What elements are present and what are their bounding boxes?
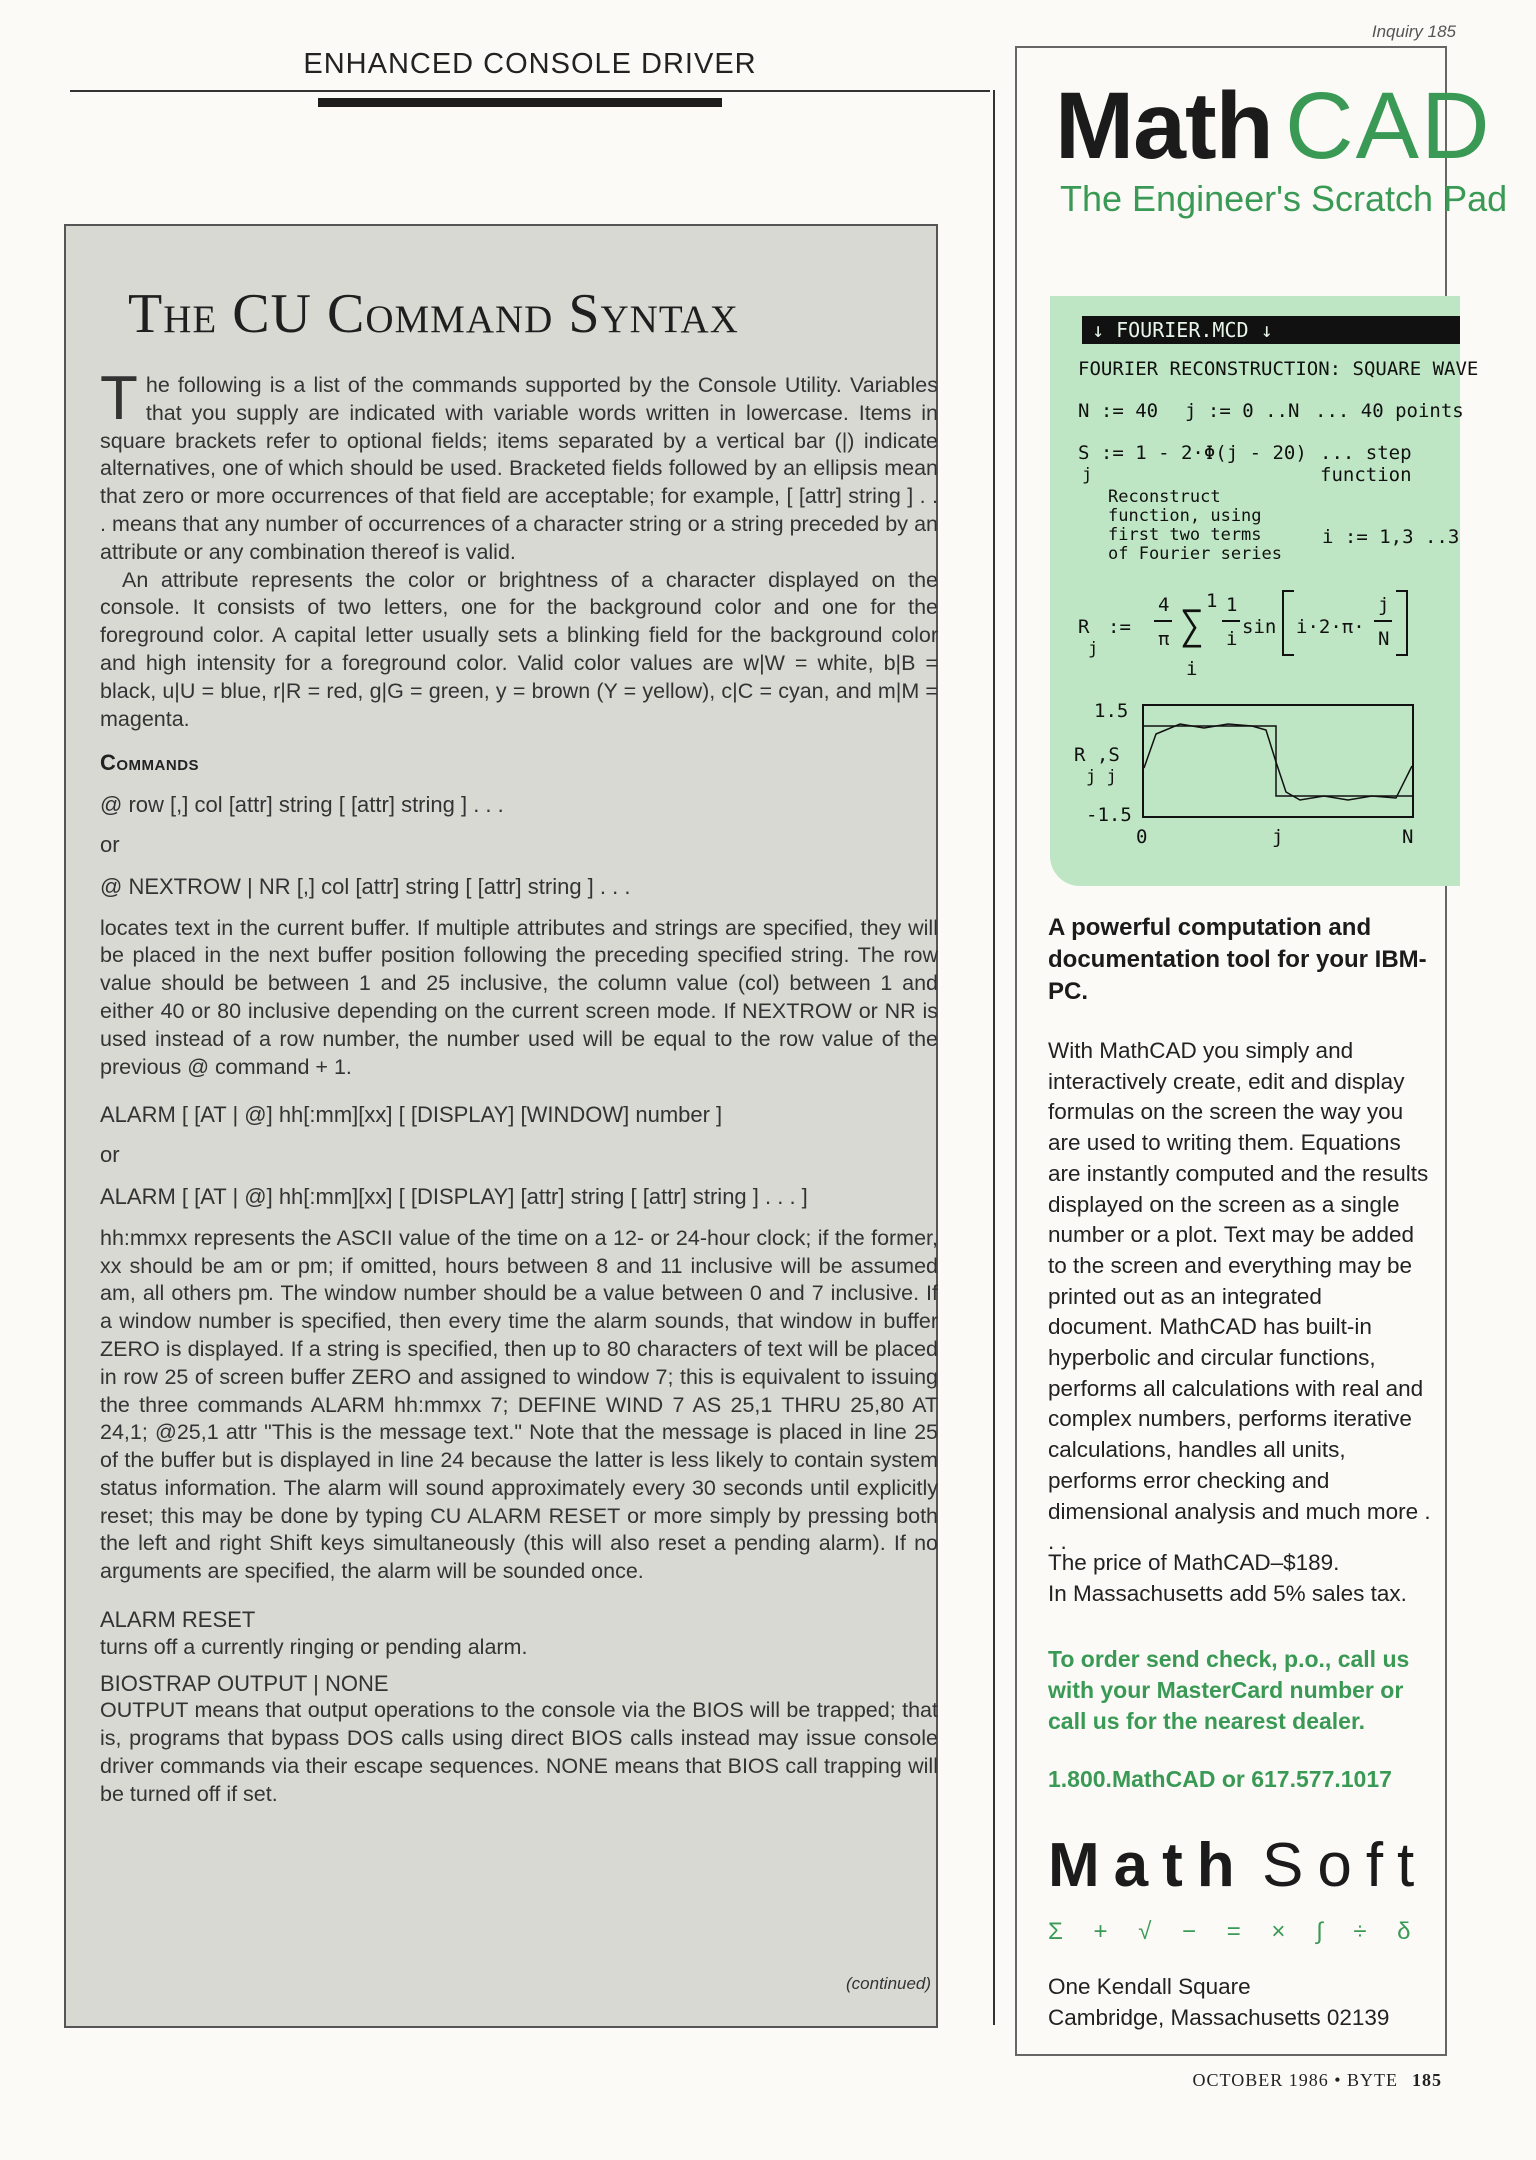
ad-tax: In Massachusetts add 5% sales tax. xyxy=(1048,1580,1407,1606)
screen-range-i: i := 1,3 ..3 xyxy=(1322,526,1460,548)
alarm-description: hh:mmxx represents the ASCII value of the time on a 12- or 24-hour clock; if the former, xx should be am or pm; if omitted, hours between 8 and 11 inclusive will be assumed am, all others pm. The window number should be a value between 0 and 7 inclusive. If a window number is specified, then every time the alarm sounds, that window in buffer ZERO is displayed. If a string is specified, then up to 80 characters of text will be placed in row 25 of screen buffer ZERO and assigned to window 7; this is equivalent to issuing the three commands ALARM hh:mmxx 7; DEFINE WIND 7 AS 25,1 THRU 25,80 AT 24,1; @25,1 attr "This is the message text." Note that the message is placed in line 25 of the buffer but is displayed in line 24 because the latter is less likely to contain system status information. The alarm will sound approximately every 30 seconds until explicitly reset; this may be done by typing CU ALARM RESET or more simply by pressing both the left and right Shift keys simultaneously (this will also reset a pending alarm). If no arguments are specified, the alarm will be sounded once. xyxy=(100,1225,938,1584)
formula-frac-num: 4 xyxy=(1158,594,1170,616)
footer-date: OCTOBER 1986 • BYTE xyxy=(1192,2070,1398,2090)
mathcad-logo-cad: CAD xyxy=(1285,73,1492,179)
screen-note-2: function, using xyxy=(1108,506,1262,526)
formula-inner-bar xyxy=(1222,620,1240,622)
formula-frac-den: π xyxy=(1158,628,1170,650)
intro-paragraph: The following is a list of the commands supported by the Console Utility. Variables that you supply are indicated with variable words written in lowercase. Items in square brackets refer to optional fields; items separated by a vertical bar (|) indicate alternatives, one of which should be used. Bracketed fields followed by an ellipsis mean that zero or more occurrences of that field are acceptable; for example, [ [attr] string ] . . . means that any number of occurrences of a character string or a string preceded by an attribute or any combination thereof is valid. xyxy=(100,364,938,564)
address-line-2: Cambridge, Massachusetts 02139 xyxy=(1048,2004,1390,2030)
at-syntax-1: @ row [,] col [attr] string [ [attr] string ] . . . xyxy=(100,792,504,818)
ad-price-block xyxy=(1048,1548,1438,1609)
plot-xmid: j xyxy=(1272,826,1284,848)
header-rule xyxy=(70,90,990,92)
or-separator-1: or xyxy=(100,831,120,857)
page-footer xyxy=(1193,2070,1442,2091)
screen-heading: FOURIER RECONSTRUCTION: SQUARE WAVE xyxy=(1078,358,1479,380)
screen-file-bar: ↓ FOURIER.MCD ↓ xyxy=(1082,316,1460,344)
formula-lhs-sub: j xyxy=(1088,639,1099,659)
screen-line-points: ... 40 points xyxy=(1315,400,1464,422)
footer-page-number: 185 xyxy=(1412,2070,1442,2090)
ad-price: The price of MathCAD–$189. xyxy=(1048,1550,1340,1575)
formula-sin: sin xyxy=(1242,616,1277,638)
alarm-syntax-1: ALARM [ [AT | @] hh[:mm][xx] [ [DISPLAY] [WINDOW] number ] xyxy=(100,1102,723,1128)
alarm-reset-syntax: ALARM RESET xyxy=(100,1607,256,1633)
drop-cap: T xyxy=(100,364,138,433)
formula-sum-top: 1 xyxy=(1206,590,1218,612)
screen-line-n: N := 40 xyxy=(1078,400,1159,422)
screen-note-3: first two terms xyxy=(1108,525,1262,545)
or-separator-2: or xyxy=(100,1142,120,1168)
inquiry-number: Inquiry 185 xyxy=(1371,22,1456,41)
mathcad-logo-math: Math xyxy=(1055,73,1273,179)
ad-tagline: The Engineer's Scratch Pad xyxy=(1060,178,1508,219)
formula-assign: := xyxy=(1108,616,1131,638)
at-description: locates text in the current buffer. If multiple attributes and strings are specified, they will be placed in the next buffer position following the preceding specified string. The row value should be between 1 and 25 inclusive, the column value (col) between 1 and either 40 or 80 inclusive depending on the current screen mode. If NEXTROW or NR is used instead of a row number, the number used will be equal to the row value of the previous @ command + 1. xyxy=(100,915,938,1079)
plot-xmin: 0 xyxy=(1136,826,1148,848)
formula-arg: i·2·π· xyxy=(1296,616,1365,638)
formula-inner-num: 1 xyxy=(1226,594,1238,616)
mathsoft-logo-math: Math xyxy=(1048,1831,1249,1900)
screen-line-j: j := 0 ..N xyxy=(1185,400,1300,422)
running-head: ENHANCED CONSOLE DRIVER xyxy=(303,48,757,80)
attribute-paragraph: An attribute represents the color or brightness of a character displayed on the console. It consists of two letters, one for the background color and one for the foreground color. A capital letter usually sets a blinking field for the background color and high intensity for a foreground color. Valid color values are w|W = white, b|B = black, u|U = blue, r|R = red, g|G = green, y = brown (Y = yellow), c|C = cyan, and m|M = magenta. xyxy=(100,567,938,731)
at-syntax-2: @ NEXTROW | NR [,] col [attr] string [ [attr] string ] . . . xyxy=(100,873,631,899)
reconstruction-series xyxy=(1144,724,1412,800)
plot-ylabel: R ,S xyxy=(1074,744,1120,766)
square-wave-series xyxy=(1144,726,1412,796)
formula-sum-var: i xyxy=(1186,658,1198,680)
address-line-1: One Kendall Square xyxy=(1048,1974,1251,1999)
plot-xmax: N xyxy=(1402,826,1414,848)
ad-phone: 1.800.MathCAD or 617.577.1017 xyxy=(1048,1766,1392,1792)
formula-bracket-right xyxy=(1396,590,1408,656)
formula-lhs: R xyxy=(1078,616,1090,638)
fourier-plot xyxy=(1142,704,1414,818)
mathsoft-logo-soft: Soft xyxy=(1262,1831,1429,1900)
summation-sign: ∑ xyxy=(1180,603,1205,649)
screen-note-1: Reconstruct xyxy=(1108,487,1221,507)
biostrap-description: OUTPUT means that output operations to the console via the BIOS will be trapped; that is, programs that bypass DOS calls using direct BIOS calls instead may issue console driver commands via their escape sequences. NONE means that BIOS call trapping will be turned off if set. xyxy=(100,1698,938,1806)
biostrap-syntax: BIOSTRAP OUTPUT | NONE xyxy=(100,1670,389,1696)
ad-headline: A powerful computation and documentation tool for your IBM-PC. xyxy=(1048,914,1427,1005)
mathsoft-symbols: Σ + √ − = × ∫ ÷ δ xyxy=(1048,1918,1413,1945)
formula-arg-den: N xyxy=(1378,628,1390,650)
continued-note: (continued) xyxy=(846,1974,932,1993)
screen-line-function: function xyxy=(1320,464,1412,486)
formula-frac-bar xyxy=(1154,620,1172,622)
screen-note-4: of Fourier series xyxy=(1108,544,1282,564)
screen-line-s: S := 1 - 2·Φ(j - 20) xyxy=(1078,442,1307,464)
plot-frame xyxy=(1143,705,1413,817)
column-divider xyxy=(993,90,995,2025)
sidebar-body xyxy=(100,364,938,1809)
alarm-reset-description: turns off a currently ringing or pending alarm. xyxy=(100,1634,528,1659)
ad-body: With MathCAD you simply and interactively create, edit and display formulas on the screen the way you are used to writing them. Equations are instantly computed and the results displayed on the screen as a single number or a plot. Text may be added to the screen and everything may be printed out as an integrated document. MathCAD has built-in hyperbolic and circular functions, performs all calculations with real and complex numbers, performs iterative calculations, handles all units, performs error checking and dimensional analysis and much more . . . xyxy=(1048,1038,1431,1555)
screen-line-step: ... step xyxy=(1320,442,1412,464)
plot-ymin: -1.5 xyxy=(1086,804,1132,826)
formula-arg-bar xyxy=(1374,620,1392,622)
formula-bracket-left xyxy=(1282,590,1294,656)
formula-arg-num: j xyxy=(1378,594,1390,616)
ad-order-text: To order send check, p.o., call us with your MasterCard number or call us for the nearest dealer. xyxy=(1048,1646,1410,1734)
alarm-syntax-2: ALARM [ [AT | @] hh[:mm][xx] [ [DISPLAY] [attr] string [ [attr] string ] . . . ] xyxy=(100,1183,808,1209)
sidebar-title: The CU Command Syntax xyxy=(128,283,739,345)
screen-line-s-sub: j xyxy=(1082,465,1093,485)
ad-address xyxy=(1048,1972,1389,2033)
formula-inner-den: i xyxy=(1226,628,1238,650)
header-bar xyxy=(318,98,722,107)
commands-heading: Commands xyxy=(100,750,200,776)
plot-ylabel-sub: j j xyxy=(1086,767,1117,787)
plot-ymax: 1.5 xyxy=(1094,700,1129,722)
